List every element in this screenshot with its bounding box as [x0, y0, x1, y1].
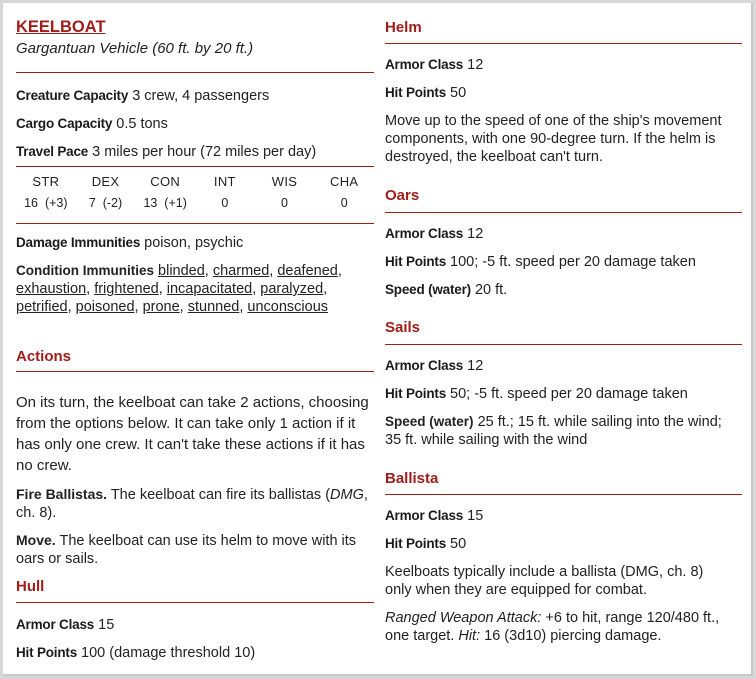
oars-hit-points: [385, 253, 696, 271]
action-fire-ballistas: [16, 485, 371, 522]
sails-speed: [385, 413, 740, 449]
ability-header: CON: [150, 174, 181, 189]
condition-link[interactable]: frightened: [94, 281, 159, 297]
ability-header: STR: [32, 174, 60, 189]
ability-value: 0: [221, 196, 229, 210]
creature-capacity-value: 3 crew, 4 passengers: [132, 88, 270, 104]
condition-link[interactable]: deafened: [277, 263, 338, 279]
hit-label: Hit:: [458, 628, 481, 644]
divider: [16, 166, 374, 167]
damage-immunities: [16, 234, 243, 252]
hull-armor-class: [16, 616, 114, 634]
separator: ,: [134, 299, 139, 315]
speed-label: Speed (water): [385, 414, 474, 429]
hit-points-label: Hit Points: [385, 85, 446, 100]
actions-heading: Actions: [16, 348, 72, 365]
stat-block: [3, 3, 753, 676]
speed-label: Speed (water): [385, 282, 471, 297]
cargo-capacity: [16, 115, 168, 133]
hit-points-value: 50; -5 ft. speed per 20 damage taken: [450, 386, 688, 402]
ballista-hit-points: [385, 535, 466, 553]
ability-value: 13 (+1): [143, 196, 187, 210]
hull-heading: Hull: [16, 578, 45, 595]
ability-values: [16, 196, 374, 210]
helm-hit-points: [385, 84, 466, 102]
divider: [385, 344, 742, 345]
separator: ,: [158, 281, 163, 297]
actions-intro: On its turn, the keelboat can take 2 actions, choosing from the options below. It can take only 1 action if it has only one crew. It can't take these actions if it has no crew.: [16, 394, 369, 474]
condition-link[interactable]: petrified: [16, 299, 68, 315]
armor-class-value: 15: [98, 617, 115, 633]
separator: ,: [323, 281, 328, 297]
oars-heading: Oars: [385, 187, 420, 204]
action-text: , ch. 8).: [16, 487, 368, 521]
hit-points-label: Hit Points: [385, 254, 446, 269]
divider: [385, 212, 742, 213]
travel-pace: [16, 143, 316, 161]
creature-capacity-label: Creature Capacity: [16, 88, 129, 103]
sails-heading: Sails: [385, 319, 421, 336]
hit-points-value: 50: [450, 85, 467, 101]
armor-class-label: Armor Class: [385, 358, 464, 373]
travel-pace-value: 3 miles per hour (72 miles per day): [92, 144, 317, 160]
hull-hit-points: [16, 644, 255, 662]
damage-immunities-value: poison, psychic: [144, 235, 244, 251]
separator: ,: [204, 263, 209, 279]
sails-hit-points: [385, 385, 688, 403]
attack-text: +6 to hit, range 120/480 ft., one target.: [385, 610, 720, 644]
hit-points-value: 50: [450, 536, 467, 552]
travel-pace-label: Travel Pace: [16, 144, 89, 159]
divider: [16, 223, 374, 224]
separator: ,: [86, 281, 91, 297]
ability-value: 7 (-2): [88, 196, 123, 210]
ability-headers: [16, 174, 374, 189]
speed-value: 20 ft.: [474, 282, 508, 298]
divider: [385, 43, 742, 44]
armor-class-value: 12: [467, 57, 484, 73]
oars-speed: [385, 281, 507, 299]
ability-header: CHA: [330, 174, 359, 189]
hit-points-value: 100; -5 ft. speed per 20 damage taken: [450, 254, 696, 270]
condition-immunities: [16, 262, 366, 316]
ballista-heading: Ballista: [385, 470, 439, 487]
condition-link[interactable]: stunned: [187, 299, 240, 315]
separator: ,: [67, 299, 72, 315]
oars-armor-class: [385, 225, 483, 243]
condition-link[interactable]: blinded: [158, 263, 205, 279]
armor-class-label: Armor Class: [16, 617, 95, 632]
condition-link[interactable]: unconscious: [247, 299, 329, 315]
separator: ,: [239, 299, 244, 315]
divider: [16, 371, 374, 372]
attack-type: Ranged Weapon Attack:: [385, 610, 542, 626]
speed-value: 25 ft.; 15 ft. while sailing into the wind; 35 ft. while sailing with the wind: [385, 414, 722, 448]
armor-class-value: 12: [467, 226, 484, 242]
hit-points-value: 100 (damage threshold 10): [81, 645, 256, 661]
ability-header: INT: [213, 174, 236, 189]
hit-points-label: Hit Points: [385, 386, 446, 401]
condition-immunities-label: Condition Immunities: [16, 263, 154, 278]
ability-value: 16 (+3): [24, 196, 68, 210]
helm-armor-class: [385, 56, 483, 74]
hit-text: 16 (3d10) piercing damage.: [484, 628, 662, 644]
creature-name: KEELBOAT: [16, 18, 106, 36]
condition-link[interactable]: prone: [142, 299, 180, 315]
armor-class-value: 12: [467, 358, 484, 374]
separator: ,: [337, 263, 342, 279]
ability-header: DEX: [91, 174, 120, 189]
condition-link[interactable]: charmed: [212, 263, 270, 279]
action-text: The keelboat can fire its ballistas (: [110, 487, 331, 503]
separator: ,: [179, 299, 184, 315]
damage-immunities-label: Damage Immunities: [16, 235, 141, 250]
creature-capacity: [16, 87, 269, 105]
armor-class-label: Armor Class: [385, 57, 464, 72]
helm-description: Move up to the speed of one of the ship's movement components, with one 90-degree turn. If the helm is destroyed, the keelboat can't turn.: [385, 113, 722, 165]
ability-value: 0: [340, 196, 348, 210]
cargo-capacity-label: Cargo Capacity: [16, 116, 113, 131]
hit-points-label: Hit Points: [385, 536, 446, 551]
armor-class-value: 15: [467, 508, 484, 524]
divider: [16, 72, 374, 73]
sails-armor-class: [385, 357, 483, 375]
dmg-reference: DMG: [330, 487, 364, 503]
ability-value: 0: [281, 196, 288, 210]
divider: [16, 602, 374, 603]
condition-link[interactable]: incapacitated: [166, 281, 253, 297]
creature-type: Gargantuan Vehicle (60 ft. by 20 ft.): [16, 40, 254, 57]
action-name: Fire Ballistas.: [16, 486, 108, 502]
condition-link[interactable]: exhaustion: [16, 281, 87, 297]
action-move: [16, 531, 371, 568]
separator: ,: [252, 281, 257, 297]
ballista-armor-class: [385, 507, 483, 525]
condition-link[interactable]: paralyzed: [260, 281, 324, 297]
action-text: The keelboat can use its helm to move with its oars or sails.: [16, 533, 357, 567]
armor-class-label: Armor Class: [385, 226, 464, 241]
cargo-capacity-value: 0.5 tons: [116, 116, 168, 132]
helm-heading: Helm: [385, 19, 422, 36]
ballista-description: Keelboats typically include a ballista (DMG, ch. 8) only when they are equipped for combat.: [385, 564, 704, 598]
ballista-attack: [385, 609, 740, 645]
condition-link[interactable]: poisoned: [75, 299, 135, 315]
separator: ,: [269, 263, 274, 279]
divider: [385, 494, 742, 495]
action-name: Move.: [16, 532, 56, 548]
hit-points-label: Hit Points: [16, 645, 77, 660]
armor-class-label: Armor Class: [385, 508, 464, 523]
ability-header: WIS: [271, 174, 298, 189]
